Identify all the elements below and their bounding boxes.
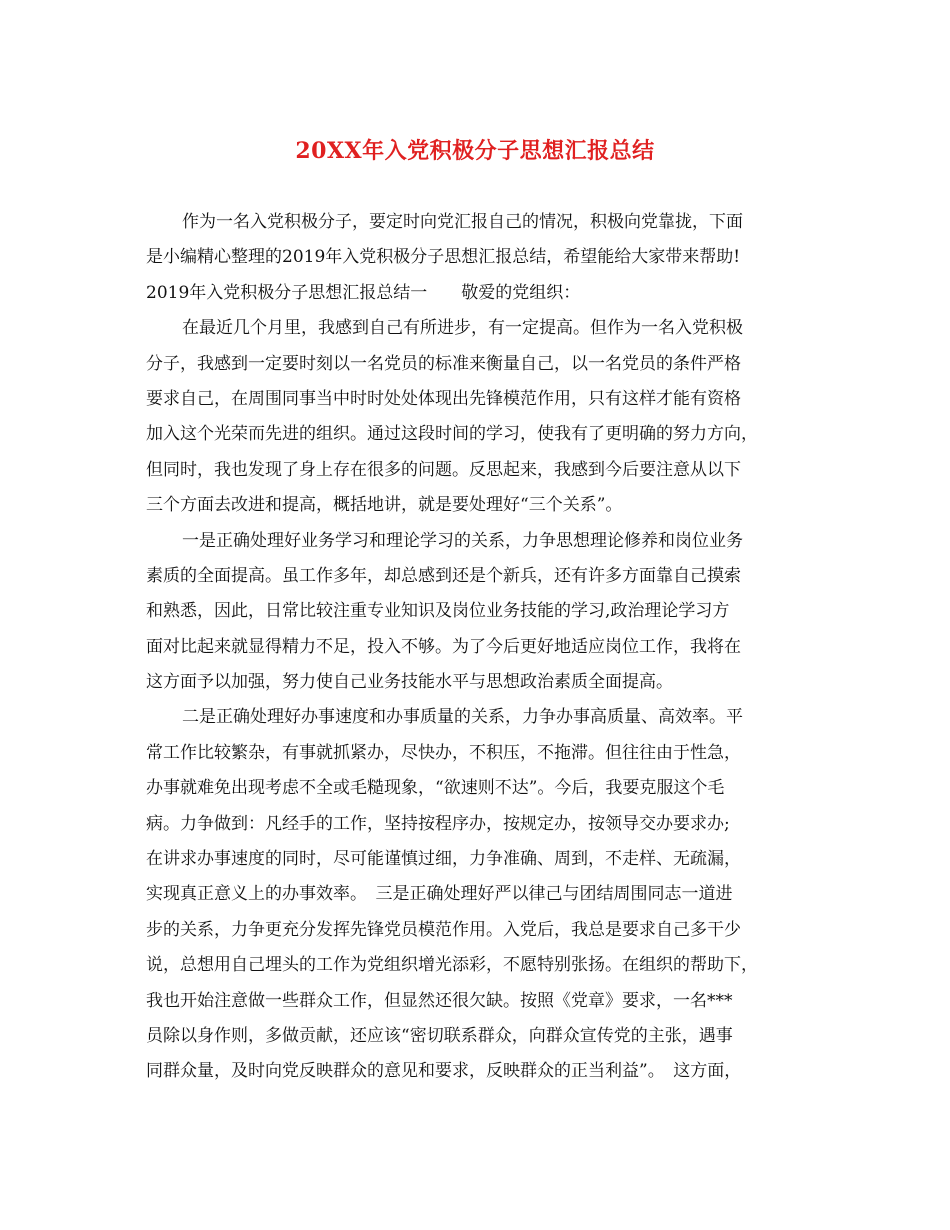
text-line: 但同时，我也发现了身上存在很多的问题。反思起来，我感到今后要注意从以下: [146, 459, 741, 480]
text-line: 和熟悉，因此，日常比较注重专业知识及岗位业务技能的学习,政治理论学习方: [146, 601, 730, 622]
text-line: 三个方面去改进和提高，概括地讲，就是要处理好“三个关系”。: [146, 495, 623, 516]
text-line: 2019年入党积极分子思想汇报总结一 敬爱的党组织：: [146, 282, 581, 303]
text-line: 常工作比较繁杂，有事就抓紧办，尽快办，不积压，不拖滞。但往往由于性急，: [146, 742, 741, 763]
text-line: 同群众量，及时向党反映群众的意见和要求，反映群众的正当利益”。 这方面，: [146, 1061, 742, 1082]
text-line: 在讲求办事速度的同时，尽可能谨慎过细，力争准确、周到，不走样、无疏漏，: [146, 849, 741, 870]
text-line: 面对比起来就显得精力不足，投入不够。为了今后更好地适应岗位工作，我将在: [146, 636, 741, 657]
text-line: 要求自己，在周围同事当中时时处处体现出先锋模范作用，只有这样才能有资格: [146, 388, 741, 409]
text-line: 分子，我感到一定要时刻以一名党员的标准来衡量自己，以一名党员的条件严格: [146, 353, 741, 374]
text-line: 我也开始注意做一些群众工作，但显然还很欠缺。按照《党章》要求，一名***: [146, 990, 733, 1011]
text-line: 素质的全面提高。虽工作多年，却总感到还是个新兵，还有许多方面靠自己摸索: [146, 565, 741, 586]
text-line: 步的关系，力争更充分发挥先锋党员模范作用。入党后，我总是要求自己多干少: [146, 919, 741, 940]
text-line: 加入这个光荣而先进的组织。通过这段时间的学习，使我有了更明确的努力方向，: [146, 424, 758, 445]
text-line: 作为一名入党积极分子，要定时向党汇报自己的情况，积极向党靠拢，下面: [182, 212, 743, 232]
text-line: 是小编精心整理的2019年入党积极分子思想汇报总结，希望能给大家带来帮助!: [146, 247, 741, 268]
text-line: 在最近几个月里，我感到自己有所进步，有一定提高。但作为一名入党积极: [182, 318, 743, 339]
text-line: 说，总想用自己埋头的工作为党组织增光添彩，不愿特别张扬。在组织的帮助下，: [146, 955, 758, 976]
text-line: 员除以身作则，多做贡献，还应该“密切联系群众，向群众宣传党的主张，遇事: [146, 1025, 733, 1046]
text-line: 这方面予以加强，努力使自己业务技能水平与思想政治素质全面提高。: [146, 672, 673, 693]
text-line: 病。力争做到：凡经手的工作，坚持按程序办，按规定办，按领导交办要求办;: [146, 813, 730, 834]
text-line: 二是正确处理好办事速度和办事质量的关系，力争办事高质量、高效率。平: [182, 707, 743, 728]
text-line: 实现真正意义上的办事效率。 三是正确处理好严以律己与团结周围同志一道进: [146, 884, 733, 905]
text-line: 一是正确处理好业务学习和理论学习的关系，力争思想理论修养和岗位业务: [182, 530, 743, 551]
text-line: 办事就难免出现考虑不全或毛糙现象，“欲速则不达”。今后，我要克服这个毛: [146, 778, 725, 799]
document-body: [146, 205, 806, 1090]
document-title: 20XX年入党积极分子思想汇报总结: [295, 138, 655, 164]
